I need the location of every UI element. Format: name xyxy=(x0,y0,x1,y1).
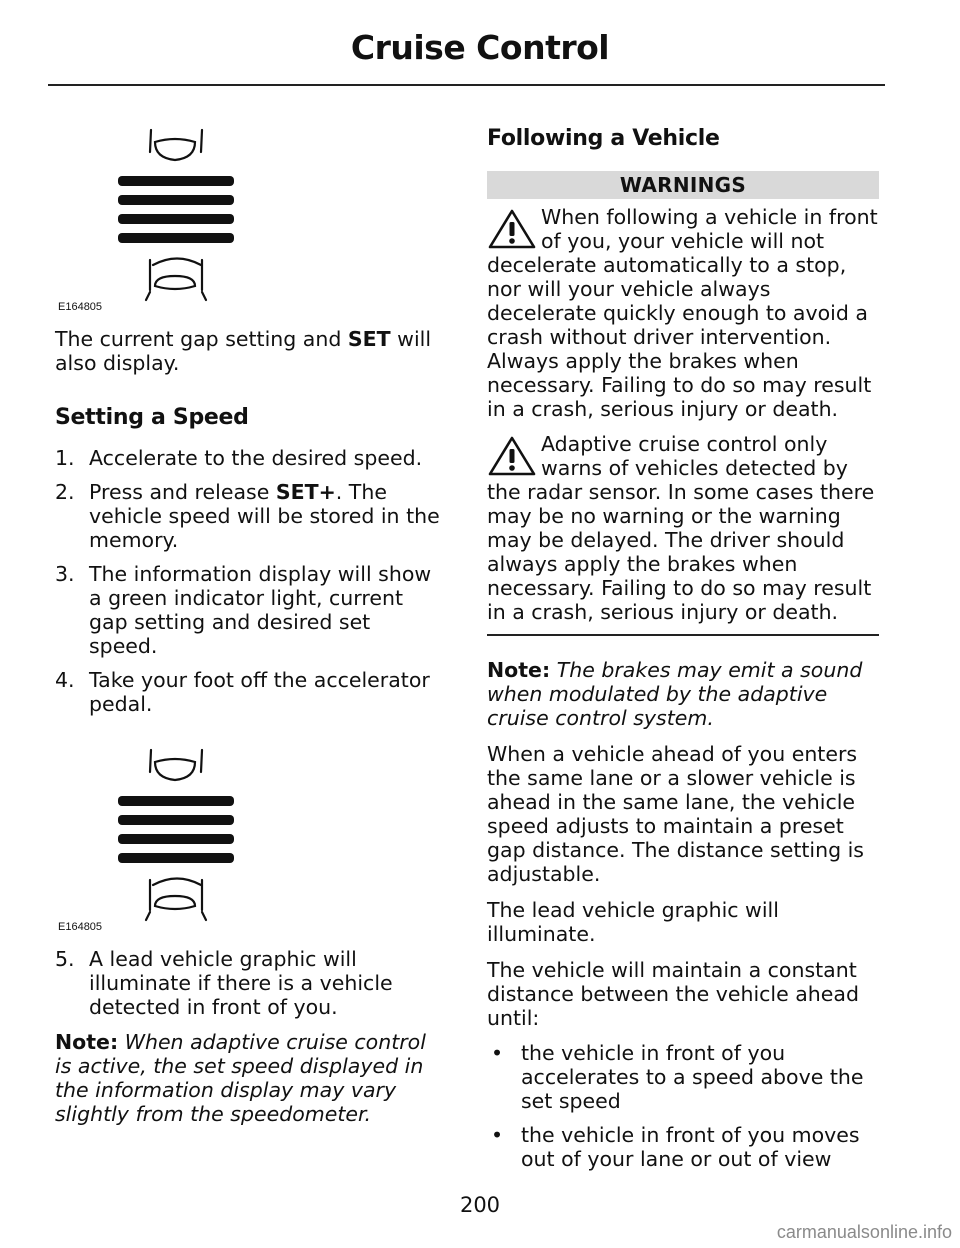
page-title: Cruise Control xyxy=(350,28,610,67)
gap-bars xyxy=(118,176,234,243)
conditions-list xyxy=(487,1041,879,1171)
warnings-header: WARNINGS xyxy=(487,171,879,199)
lead-vehicle-icon xyxy=(150,750,202,780)
own-vehicle-icon xyxy=(146,259,206,301)
header-divider xyxy=(48,84,885,86)
paragraph-constant-distance: The vehicle will maintain a constant distance between the vehicle ahead until: xyxy=(487,958,859,1030)
list-item: • the vehicle in front of you moves out of your lane or out of view xyxy=(491,1123,860,1171)
step-1: 1. Accelerate to the desired speed. xyxy=(55,446,423,470)
warning-2: Adaptive cruise control only warns of vehicles detected by the radar sensor. In some cases there may be no warning or the warning may be delayed. The driver should always apply the brakes when necessary. Failing to do so may result in a crash, serious injury or death. xyxy=(487,432,875,624)
gap-display-figure-1 xyxy=(55,100,445,315)
step-3: 3. The information display will show a green indicator light, current gap setting and desired set speed. xyxy=(55,562,432,658)
warning-1: When following a vehicle in front of you, your vehicle will not decelerate automatically to a stop, nor will your vehicle always decelerate quickly enough to avoid a crash without driver intervention. Always apply the brakes when necessary. Failing to do so may result in a crash, serious injury or death. xyxy=(487,205,878,421)
gap-bars xyxy=(118,796,234,863)
gap-display-graphic xyxy=(55,720,255,930)
warning-triangle-icon xyxy=(487,207,539,251)
page-number: 200 xyxy=(459,1193,501,1217)
step-2: 2. Press and release SET+. The vehicle speed will be stored in the memory. xyxy=(55,480,440,552)
step-4: 4. Take your foot off the accelerator pedal. xyxy=(55,668,430,716)
right-column xyxy=(487,100,879,1171)
warnings-divider xyxy=(487,634,879,636)
section-title-setting-speed: Setting a Speed xyxy=(55,405,249,430)
watermark: carmanualsonline.info xyxy=(776,1222,952,1242)
own-vehicle-icon xyxy=(146,879,206,921)
note-left: Note: When adaptive cruise control is active, the set speed displayed in the information display may vary slightly from the speedometer. xyxy=(55,1030,426,1126)
steps-list-continued xyxy=(55,947,445,1019)
lead-vehicle-icon xyxy=(150,130,202,160)
paragraph-gap-adjust: When a vehicle ahead of you enters the same lane or a slower vehicle is ahead in the same lane, the vehicle speed adjusts to maintain a preset gap distance. The distance setting is adjustable. xyxy=(487,742,864,886)
paragraph-lead-graphic: The lead vehicle graphic will illuminate. xyxy=(487,898,779,946)
section-title-following-vehicle: Following a Vehicle xyxy=(487,126,720,151)
step-5: 5. A lead vehicle graphic will illuminate if there is a vehicle detected in front of you. xyxy=(55,947,393,1019)
warning-triangle-icon xyxy=(487,434,539,478)
list-item: • the vehicle in front of you accelerates to a speed above the set speed xyxy=(491,1041,864,1113)
figure-code: E164805 xyxy=(58,921,103,933)
steps-list xyxy=(55,446,445,716)
gap-display-figure-2 xyxy=(55,720,445,935)
figure-code: E164805 xyxy=(58,301,103,313)
intro-paragraph: The current gap setting and SET will also display. xyxy=(55,327,432,375)
left-column xyxy=(55,100,445,1126)
gap-display-graphic xyxy=(55,100,255,310)
note-right: Note: The brakes may emit a sound when modulated by the adaptive cruise control system. xyxy=(487,658,863,730)
